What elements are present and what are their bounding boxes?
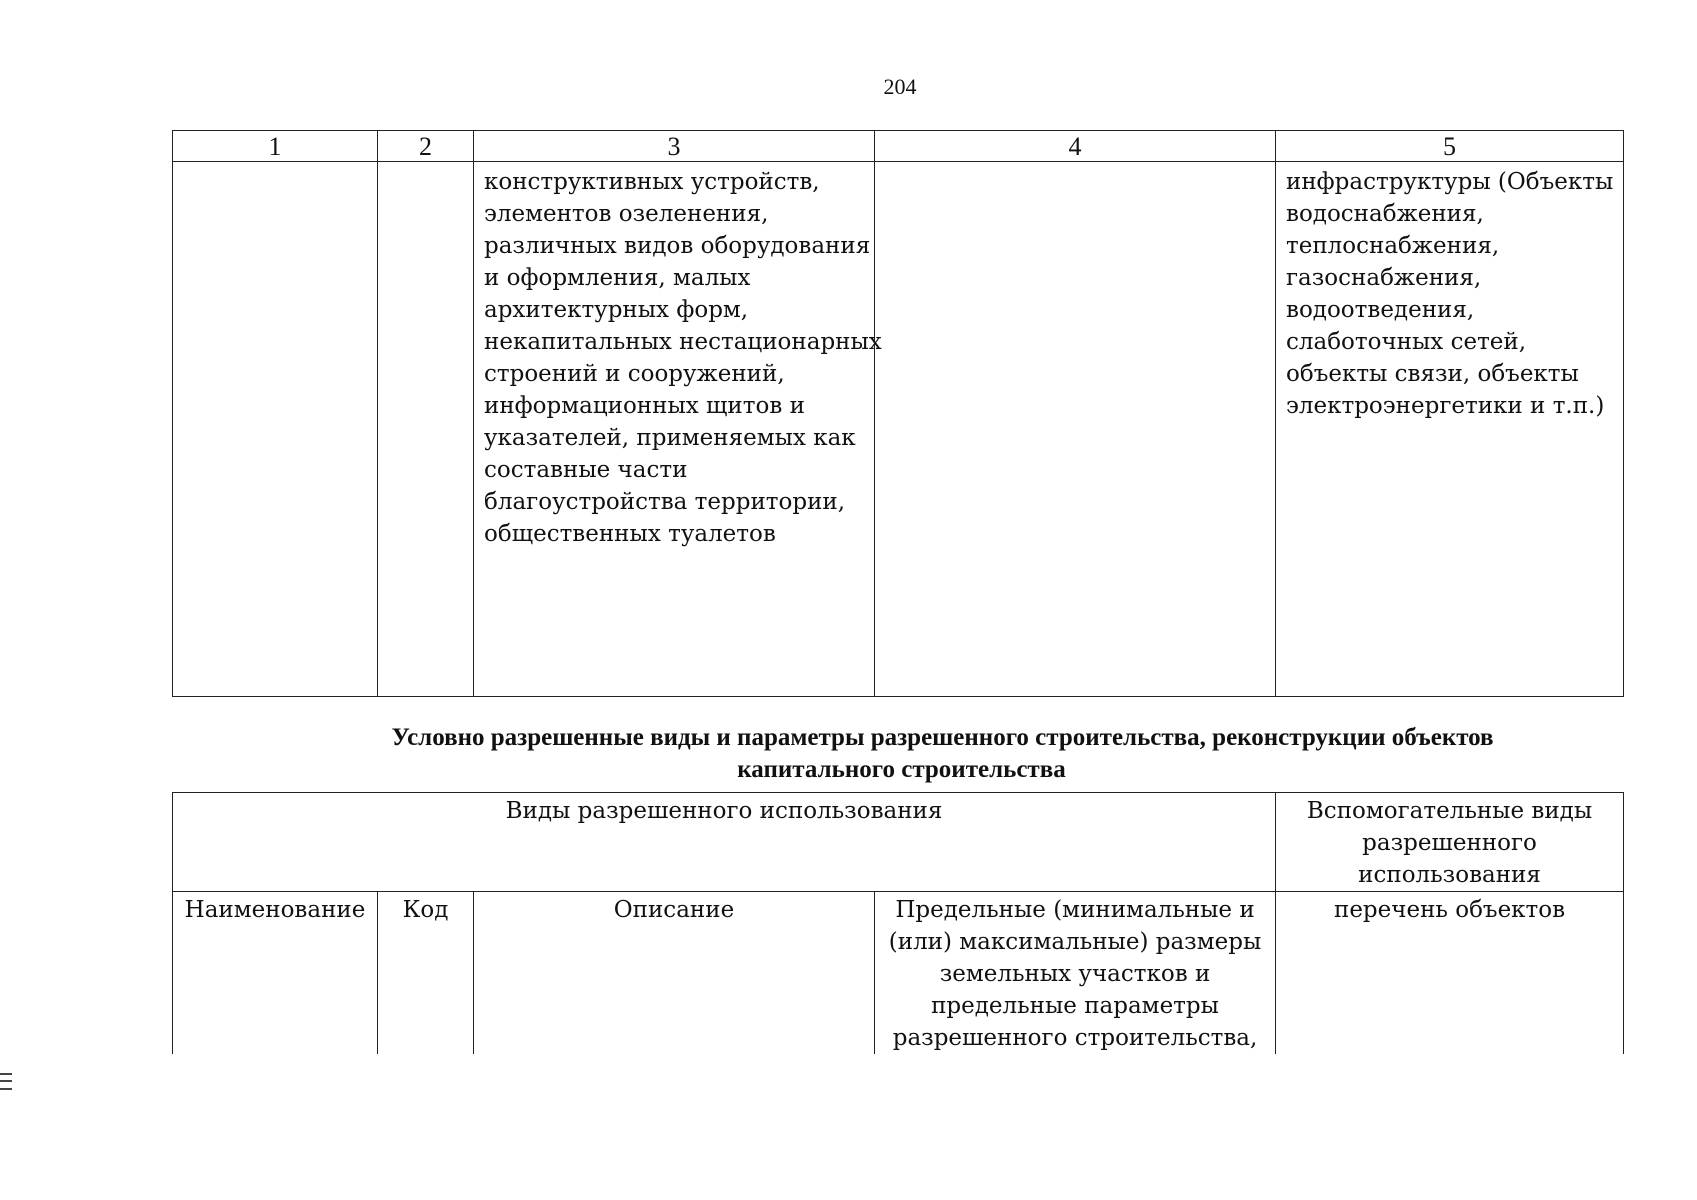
auxiliary-header-line: разрешенного xyxy=(1362,830,1537,856)
group-header-row xyxy=(173,793,1624,892)
column-number-3: 3 xyxy=(474,131,875,162)
limits-header-line: земельных участков и xyxy=(939,961,1211,987)
limits-header-line: Предельные (минимальные и xyxy=(895,897,1255,923)
continuation-table xyxy=(172,130,1624,697)
description-line: и оформления, малых xyxy=(484,265,751,291)
column-header-name: Наименование xyxy=(173,892,378,1055)
limits-header-line: (или) максимальные) размеры xyxy=(888,929,1262,955)
column-number-2: 2 xyxy=(378,131,474,162)
margin-mark xyxy=(0,1080,12,1082)
margin-mark xyxy=(0,1073,12,1075)
column-number-row xyxy=(173,131,1624,162)
section-title-line-1: Условно разрешенные виды и параметры разрешенного строительства, реконструкции объектов xyxy=(391,724,1494,751)
column-header-object-list: перечень объектов xyxy=(1276,892,1624,1055)
auxiliary-line: инфраструктуры (Объекты xyxy=(1286,169,1614,195)
auxiliary-line: водоотведения, xyxy=(1286,297,1475,323)
cell-auxiliary xyxy=(1276,162,1624,697)
auxiliary-line: водоснабжения, xyxy=(1286,201,1484,227)
auxiliary-line: теплоснабжения, xyxy=(1286,233,1500,259)
cell-name xyxy=(173,162,378,697)
auxiliary-line: слаботочных сетей, xyxy=(1286,329,1527,355)
column-number-5: 5 xyxy=(1276,131,1624,162)
cell-parameters xyxy=(875,162,1276,697)
column-number-4: 4 xyxy=(875,131,1276,162)
column-header-row xyxy=(173,892,1624,1055)
margin-mark xyxy=(0,1088,12,1090)
description-line: различных видов оборудования xyxy=(484,233,871,259)
cell-description xyxy=(474,162,882,697)
section-title-line-2: капитального строительства xyxy=(737,756,1066,783)
column-header-limits xyxy=(875,892,1276,1055)
column-header-description: Описание xyxy=(474,892,875,1055)
auxiliary-header-line: Вспомогательные виды xyxy=(1306,798,1593,824)
column-number-1: 1 xyxy=(173,131,378,162)
description-line: общественных туалетов xyxy=(484,521,776,547)
description-line: благоустройства территории, xyxy=(484,489,846,515)
description-line: некапитальных нестационарных xyxy=(484,329,882,355)
limits-header-line: предельные параметры xyxy=(931,993,1219,1019)
auxiliary-line: газоснабжения, xyxy=(1286,265,1482,291)
description-line: информационных щитов и xyxy=(484,393,805,419)
description-line: составные части xyxy=(484,457,688,483)
page-number: 204 xyxy=(883,74,917,99)
permitted-uses-header: Виды разрешенного использования xyxy=(173,793,1276,892)
description-line: конструктивных устройств, xyxy=(484,169,820,195)
auxiliary-uses-header xyxy=(1276,793,1624,892)
limits-header-line: разрешенного строительства, xyxy=(892,1025,1258,1051)
conditional-uses-table xyxy=(172,792,1624,1054)
cell-code xyxy=(378,162,474,697)
section-title xyxy=(172,722,1623,786)
auxiliary-line: электроэнергетики и т.п.) xyxy=(1286,393,1605,419)
description-line: строений и сооружений, xyxy=(484,361,785,387)
auxiliary-header-line: использования xyxy=(1358,862,1541,888)
auxiliary-line: объекты связи, объекты xyxy=(1286,361,1579,387)
column-header-code: Код xyxy=(378,892,474,1055)
description-line: элементов озеленения, xyxy=(484,201,769,227)
description-line: архитектурных форм, xyxy=(484,297,749,323)
description-line: указателей, применяемых как xyxy=(484,425,856,451)
table-row xyxy=(173,162,1624,697)
